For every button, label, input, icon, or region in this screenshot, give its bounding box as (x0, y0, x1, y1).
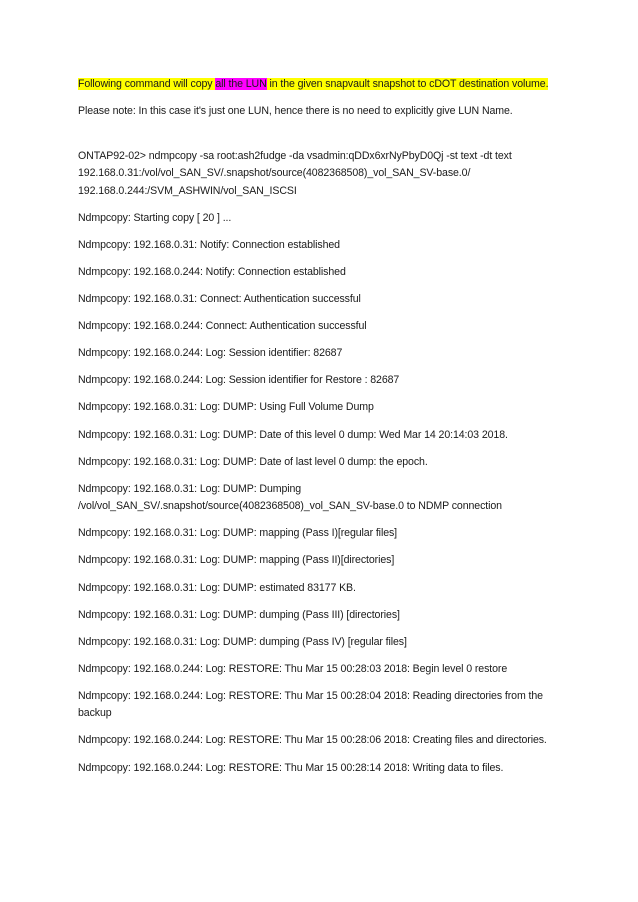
log-line: Ndmpcopy: 192.168.0.244: Log: RESTORE: Thu Mar 15 00:28:04 2018: Reading directories from the backup (78, 689, 543, 720)
log-line: Ndmpcopy: 192.168.0.31: Log: DUMP: estimated 83177 KB. (78, 581, 356, 594)
log-line: Ndmpcopy: 192.168.0.244: Log: RESTORE: Thu Mar 15 00:28:06 2018: Creating files and directories. (78, 734, 547, 747)
blank-line (78, 130, 568, 148)
log-line: Ndmpcopy: 192.168.0.31: Log: DUMP: dumping (Pass IV) [regular files] (78, 635, 407, 648)
log-line: Ndmpcopy: Starting copy [ 20 ] ... (78, 211, 232, 224)
command-line: ONTAP92-02> ndmpcopy -sa root:ash2fudge -da vsadmin:qDDx6xrNyPbyD0Qj -st text -dt text 192.168.0.31:/vol/vol_SAN_SV/.snapshot/source(4082368508)_vol_SAN_SV-base.0/ 192.168.0.244:/SVM_ASHWIN/vol_SAN_ISCSI (78, 149, 512, 197)
log-line: Ndmpcopy: 192.168.0.244: Notify: Connection established (78, 265, 346, 278)
document-body (78, 76, 568, 787)
log-line: Ndmpcopy: 192.168.0.31: Log: DUMP: mapping (Pass I)[regular files] (78, 527, 398, 540)
log-line: Ndmpcopy: 192.168.0.244: Log: RESTORE: Thu Mar 15 00:28:14 2018: Writing data to files. (78, 761, 504, 774)
log-line: Ndmpcopy: 192.168.0.244: Connect: Authentication successful (78, 320, 367, 333)
intro-paragraph (78, 76, 568, 94)
log-line: Ndmpcopy: 192.168.0.31: Connect: Authentication successful (78, 293, 361, 306)
log-line: Ndmpcopy: 192.168.0.244: Log: RESTORE: Thu Mar 15 00:28:03 2018: Begin level 0 restore (78, 662, 508, 675)
log-line: Ndmpcopy: 192.168.0.31: Log: DUMP: mapping (Pass II)[directories] (78, 554, 395, 567)
log-line: Ndmpcopy: 192.168.0.244: Log: Session identifier: 82687 (78, 347, 343, 360)
note-paragraph: Please note: In this case it's just one LUN, hence there is no need to explicitly give LUN Name. (78, 105, 513, 118)
log-line: Ndmpcopy: 192.168.0.244: Log: Session identifier for Restore : 82687 (78, 374, 400, 387)
log-line: Ndmpcopy: 192.168.0.31: Notify: Connection established (78, 238, 340, 251)
log-line: Ndmpcopy: 192.168.0.31: Log: DUMP: dumping (Pass III) [directories] (78, 608, 400, 621)
intro-highlight: all the LUN (215, 78, 267, 90)
intro-text-end: in the given snapvault snapshot to cDOT destination volume. (266, 78, 549, 90)
log-line: Ndmpcopy: 192.168.0.31: Log: DUMP: Dumping /vol/vol_SAN_SV/.snapshot/source(4082368508)_vol_SAN_SV-base.0 to NDMP connection (78, 482, 502, 513)
intro-text-start: Following command will copy (78, 78, 216, 90)
log-line: Ndmpcopy: 192.168.0.31: Log: DUMP: Date of this level 0 dump: Wed Mar 14 20:14:03 2018. (78, 428, 508, 441)
log-line: Ndmpcopy: 192.168.0.31: Log: DUMP: Date of last level 0 dump: the epoch. (78, 455, 428, 468)
log-line: Ndmpcopy: 192.168.0.31: Log: DUMP: Using Full Volume Dump (78, 401, 374, 414)
